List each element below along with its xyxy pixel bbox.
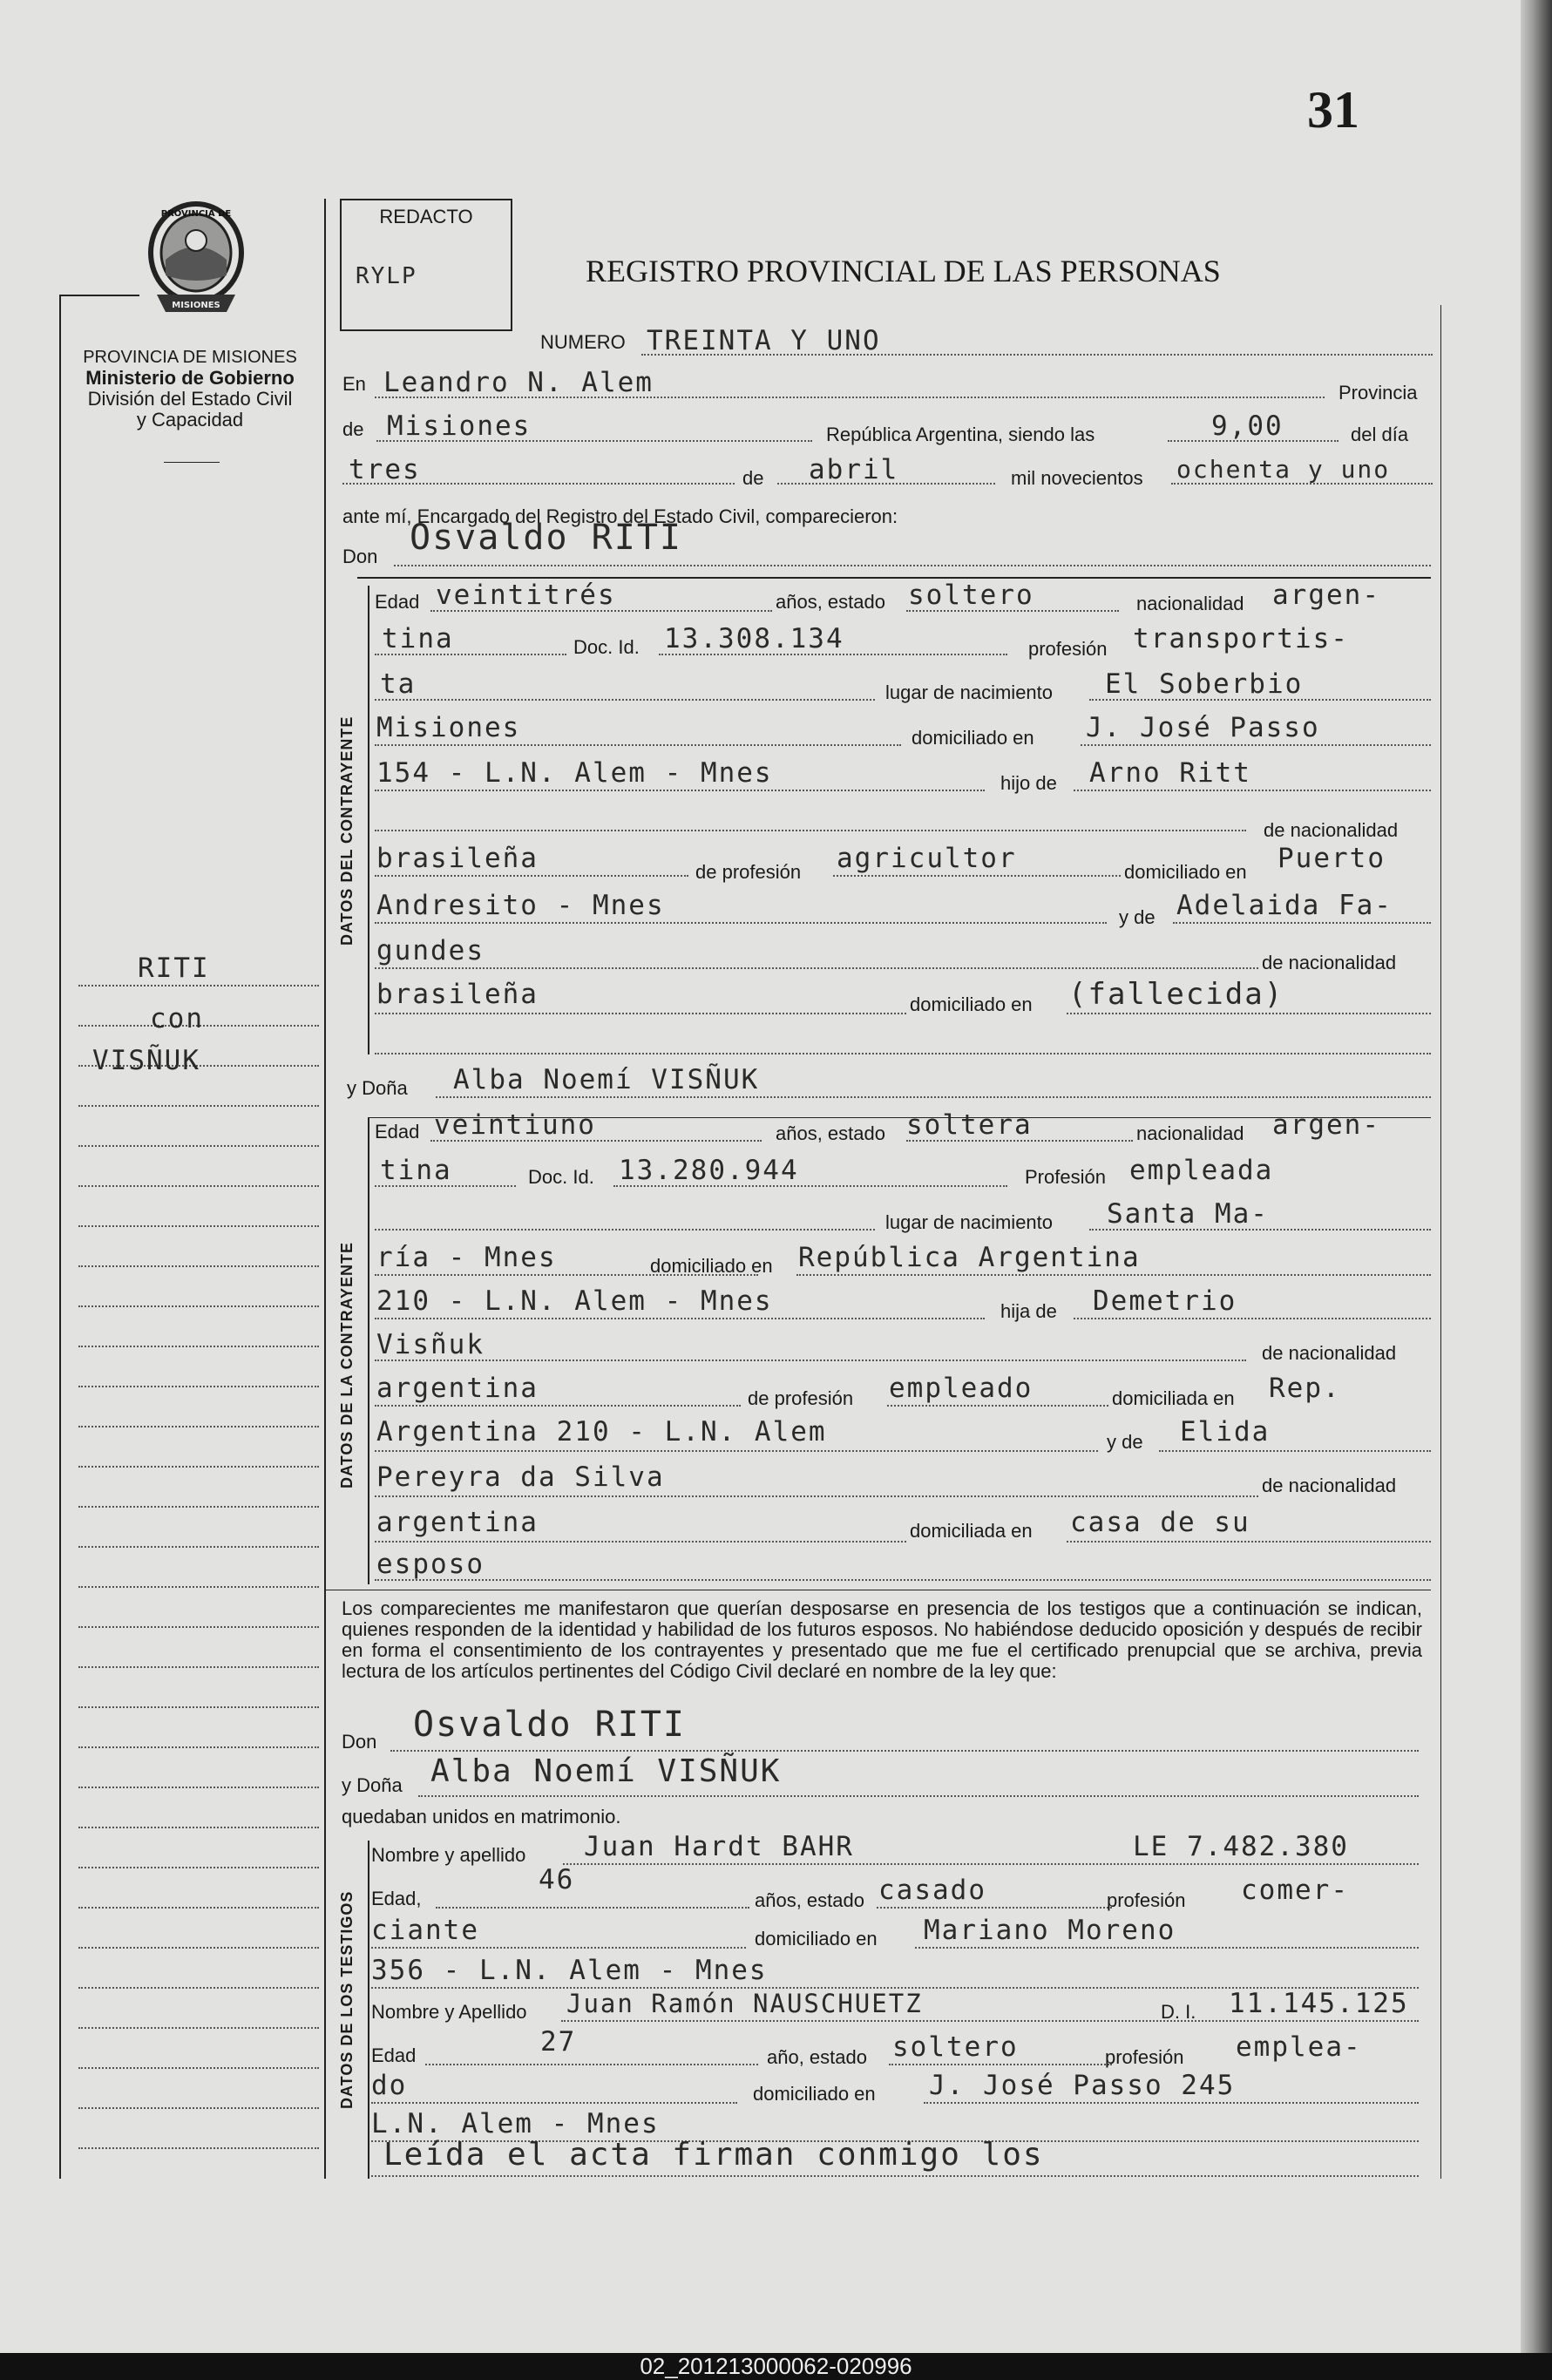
y-de-label-f: y de <box>1107 1431 1143 1453</box>
right-border <box>1440 305 1441 2179</box>
y-dona-value: Alba Noemí VISÑUK <box>453 1064 760 1095</box>
lugar-value-2-f: ría - Mnes <box>376 1242 557 1273</box>
margin-ruled-line <box>78 1666 319 1668</box>
nac-value-2: tina <box>382 623 454 654</box>
dom-value-1-f: República Argentina <box>798 1242 1141 1273</box>
provincia-label: Provincia <box>1339 382 1418 403</box>
del-dia-label: del día <box>1351 424 1409 445</box>
margin-ruled-line <box>78 1466 319 1468</box>
margin-ruled-line <box>78 1225 319 1227</box>
padre-prof-f: empleado <box>889 1373 1034 1404</box>
t1-estado-value: casado <box>878 1875 986 1906</box>
y-de-label: y de <box>1119 906 1156 928</box>
margin-ruled-line <box>78 2107 319 2109</box>
t1-prof-value-2: ciante <box>371 1915 479 1946</box>
padre-dom-2: Andresito - Mnes <box>376 890 665 921</box>
left-border <box>59 295 61 2179</box>
padre-nac-f: argentina <box>376 1373 539 1404</box>
padre-prof-label-f: de profesión <box>748 1387 854 1409</box>
margin-ruled-line <box>78 1586 319 1588</box>
svg-text:MISIONES: MISIONES <box>172 301 220 310</box>
testigos-bracket <box>368 1841 369 2179</box>
margin-note-1: RITI <box>138 953 210 984</box>
nac-value-1: argen- <box>1272 580 1380 611</box>
dom-label: domiciliado en <box>912 727 1034 749</box>
redacto-box <box>340 199 512 331</box>
margin-ruled-line <box>78 1506 319 1508</box>
t1-dom-label: domiciliado en <box>755 1928 878 1949</box>
issuing-office <box>59 347 321 431</box>
union-dona-value: Alba Noemí VISÑUK <box>430 1753 782 1789</box>
margin-ruled-line <box>78 1426 319 1427</box>
madre-nac: brasileña <box>376 979 539 1010</box>
dia-value: tres <box>349 454 421 485</box>
margin-ruled-line <box>78 1185 319 1187</box>
doc-label-f: Doc. Id. <box>528 1166 594 1188</box>
t1-dom-value-2: 356 - L.N. Alem - Mnes <box>371 1955 768 1986</box>
t2-dom-value-2: L.N. Alem - Mnes <box>371 2108 660 2139</box>
ante-label: ante mí, Encargado del Registro del Estado Civil, comparecieron: <box>342 505 898 527</box>
lugar-label: lugar de nacimiento <box>885 681 1054 703</box>
t1-dom-value-1: Mariano Moreno <box>924 1915 1176 1946</box>
padre-prof: agricultor <box>837 843 1017 874</box>
madre-value-1: Adelaida Fa- <box>1176 890 1393 921</box>
org-line-2: Ministerio de Gobierno <box>85 367 295 389</box>
doc-value-f: 13.280.944 <box>619 1155 799 1186</box>
madre-value-1-f: Elida <box>1180 1416 1271 1448</box>
t2-nombre-value: Juan Ramón NAUSCHUETZ <box>566 1989 923 2018</box>
padre-value: Arno Ritt <box>1089 757 1251 789</box>
margin-ruled-line <box>78 1626 319 1628</box>
madre-dom-label-f: domiciliada en <box>910 1520 1033 1542</box>
mes-value: abril <box>809 454 899 485</box>
de-nac-label-f: de nacionalidad <box>1262 1342 1397 1364</box>
hija-label: hija de <box>1000 1300 1057 1322</box>
lugar-value: El Soberbio <box>1105 668 1304 700</box>
margin-ruled-line <box>78 1346 319 1347</box>
union-dona-label: y Doña <box>342 1774 403 1796</box>
edad-value: veintitrés <box>436 580 616 611</box>
padre-value-2-f: Visñuk <box>376 1329 485 1360</box>
margin-ruled-line <box>78 1947 319 1949</box>
contrayenta-side-label: DATOS DE LA CONTRAYENTE <box>338 1241 356 1488</box>
padre-dom-label-f: domiciliada en <box>1112 1387 1235 1409</box>
y-dona-label: y Doña <box>347 1077 408 1099</box>
de-label: de <box>342 418 364 440</box>
anio-value: ochenta y uno <box>1176 455 1391 484</box>
provincial-seal <box>139 199 253 322</box>
lugar-value-2: Misiones <box>376 712 521 743</box>
t2-edad-label: Edad <box>371 2044 417 2066</box>
t2-doc-value: 11.145.125 <box>1229 1988 1409 2019</box>
estado-value: soltero <box>908 580 1034 611</box>
t2-anos-label: año, estado <box>767 2046 867 2068</box>
column-border <box>324 199 326 2179</box>
dom-value-1: J. José Passo <box>1086 712 1320 743</box>
t2-dom-label: domiciliado en <box>753 2083 876 2105</box>
edad-label: Edad <box>375 591 420 613</box>
edad-value-f: veintiuno <box>434 1109 596 1141</box>
t1-prof-value-1: comer- <box>1241 1875 1349 1906</box>
margin-ruled-line <box>78 1907 319 1909</box>
doc-label: Doc. Id. <box>573 636 640 658</box>
padre-nac: brasileña <box>376 843 539 874</box>
hijo-label: hijo de <box>1000 772 1057 794</box>
de-nac-label: de nacionalidad <box>1264 819 1399 841</box>
don-value: Osvaldo RITI <box>410 518 682 558</box>
margin-ruled-line <box>78 1546 319 1548</box>
en-value: Leandro N. Alem <box>383 367 654 398</box>
padre-value-1-f: Demetrio <box>1093 1285 1237 1317</box>
svg-text:PROVINCIA DE: PROVINCIA DE <box>160 209 232 219</box>
padre-dom-1-f: Rep. <box>1269 1373 1341 1404</box>
t2-nombre-label: Nombre y Apellido <box>371 2001 527 2023</box>
madre-dom-label: domiciliado en <box>910 993 1033 1015</box>
margin-ruled-line <box>78 1386 319 1387</box>
margin-ruled-line <box>78 1827 319 1828</box>
de-nac-label-2-f: de nacionalidad <box>1262 1475 1397 1496</box>
nac-value-2-f: tina <box>380 1155 452 1186</box>
t2-prof-value-1: emplea- <box>1236 2031 1362 2063</box>
t1-edad-value: 46 <box>539 1864 575 1895</box>
dom-value-2: 154 - L.N. Alem - Mnes <box>376 757 773 789</box>
divider <box>164 462 220 463</box>
de-nac-label-2: de nacionalidad <box>1262 952 1397 973</box>
closing-line: Leída el acta firman conmigo los <box>383 2137 1044 2173</box>
nac-value-1-f: argen- <box>1272 1109 1380 1141</box>
en-label: En <box>342 373 366 395</box>
prof-label: profesión <box>1028 638 1108 660</box>
prof-value-1: transportis- <box>1133 623 1349 654</box>
org-line-4: y Capacidad <box>136 409 244 431</box>
prof-label-f: Profesión <box>1025 1166 1106 1188</box>
margin-ruled-line <box>78 1987 319 1989</box>
margin-note-3: VISÑUK <box>92 1045 200 1076</box>
madre-value-2: gundes <box>376 935 485 966</box>
top-left-border <box>59 295 139 296</box>
margin-ruled-line <box>78 1706 319 1708</box>
nac-label: nacionalidad <box>1136 593 1244 614</box>
mil-label: mil novecientos <box>1011 467 1143 489</box>
madre-dom-2-f: esposo <box>376 1549 485 1580</box>
margin-ruled-line <box>78 2067 319 2069</box>
org-line-1: PROVINCIA DE MISIONES <box>83 348 297 367</box>
redacto-initials: RYLP <box>356 263 417 289</box>
margin-ruled-line <box>78 1145 319 1147</box>
margin-ruled-line <box>78 985 319 987</box>
margin-ruled-line <box>78 1105 319 1107</box>
padre-dom-2-f: Argentina 210 - L.N. Alem <box>376 1416 827 1448</box>
page-edge <box>1521 0 1552 2353</box>
doc-value: 13.308.134 <box>664 623 844 654</box>
t2-doc-label: D. I. <box>1161 2001 1196 2023</box>
document-title: REGISTRO PROVINCIAL DE LAS PERSONAS <box>586 254 1221 288</box>
scan-identifier: 02_201213000062-020996 <box>0 2353 1552 2380</box>
margin-note-2: con <box>150 1003 204 1034</box>
nac-label-f: nacionalidad <box>1136 1122 1244 1144</box>
t1-nombre-label: Nombre y apellido <box>371 1844 526 1866</box>
madre-nac-f: argentina <box>376 1507 539 1538</box>
t1-edad-label: Edad, <box>371 1888 422 1909</box>
margin-ruled-line <box>78 1305 319 1307</box>
padre-prof-label: de profesión <box>695 861 802 883</box>
margin-ruled-line <box>78 2147 319 2149</box>
numero-value: TREINTA Y UNO <box>647 325 881 356</box>
anos-label-f: años, estado <box>776 1122 885 1144</box>
republica-label: República Argentina, siendo las <box>826 424 1095 445</box>
t2-prof-value-2: do <box>371 2070 408 2101</box>
union-don-value: Osvaldo RITI <box>413 1705 686 1745</box>
margin-ruled-line <box>78 1265 319 1267</box>
padre-dom-label: domiciliado en <box>1124 861 1247 883</box>
coat-of-arms-icon <box>139 199 253 322</box>
margin-ruled-line <box>78 1787 319 1788</box>
union-don-label: Don <box>342 1731 377 1753</box>
don-label: Don <box>342 546 378 567</box>
contrayenta-bracket <box>368 1117 369 1584</box>
contrayente-side-label: DATOS DEL CONTRAYENTE <box>338 715 356 946</box>
numero-label: NUMERO <box>540 331 626 353</box>
anos-label: años, estado <box>776 591 885 613</box>
hora-value: 9,00 <box>1211 410 1284 442</box>
padre-dom-1: Puerto <box>1278 843 1386 874</box>
t2-prof-label: profesión <box>1105 2046 1184 2068</box>
testigos-side-label: DATOS DE LOS TESTIGOS <box>338 1890 356 2109</box>
t1-doc-value: LE 7.482.380 <box>1133 1831 1349 1862</box>
estado-value-f: soltera <box>906 1109 1033 1141</box>
lugar-value-1-f: Santa Ma- <box>1107 1198 1269 1230</box>
de2-label: de <box>742 467 764 489</box>
redacto-title: REDACTO <box>379 206 473 227</box>
t2-estado-value: soltero <box>892 2031 1019 2063</box>
edad-label-f: Edad <box>375 1121 420 1143</box>
t1-prof-label: profesión <box>1107 1889 1186 1911</box>
legal-paragraph: Los comparecientes me manifestaron que querían desposarse en presencia de los testigos que a continuación se indican, quienes responden de la identidad y habilidad de los futuros esposos. No habiéndose deducido oposición y después de recibir en forma el consentimiento de los contrayentes y presentado que me fue el certificado prenupcial que se archiva, previa lectura de los artículos pertinentes del Código Civil declaré en nombre de la ley que: <box>342 1597 1422 1682</box>
prof-value-2: ta <box>380 668 417 700</box>
madre-dom: (fallecida) <box>1068 977 1284 1012</box>
t1-anos-label: años, estado <box>755 1889 864 1911</box>
org-line-3: División del Estado Civil <box>87 388 293 410</box>
union-closing: quedaban unidos en matrimonio. <box>342 1806 621 1827</box>
margin-ruled-line <box>78 1867 319 1868</box>
t2-edad-value: 27 <box>540 2026 577 2058</box>
madre-value-2-f: Pereyra da Silva <box>376 1461 665 1493</box>
prof-value-f: empleada <box>1129 1155 1274 1186</box>
margin-ruled-line <box>78 1746 319 1748</box>
dom-value-2-f: 210 - L.N. Alem - Mnes <box>376 1285 773 1317</box>
t1-nombre-value: Juan Hardt BAHR <box>584 1831 854 1862</box>
t2-dom-value-1: J. José Passo 245 <box>929 2070 1236 2101</box>
de-value: Misiones <box>387 410 532 442</box>
page-number: 31 <box>1307 81 1359 139</box>
madre-dom-1-f: casa de su <box>1070 1507 1250 1538</box>
dom-label-f: domiciliado en <box>650 1255 773 1277</box>
contrayente-bracket <box>368 586 369 1054</box>
margin-ruled-line <box>78 2027 319 2029</box>
lugar-label-f: lugar de nacimiento <box>885 1211 1054 1233</box>
